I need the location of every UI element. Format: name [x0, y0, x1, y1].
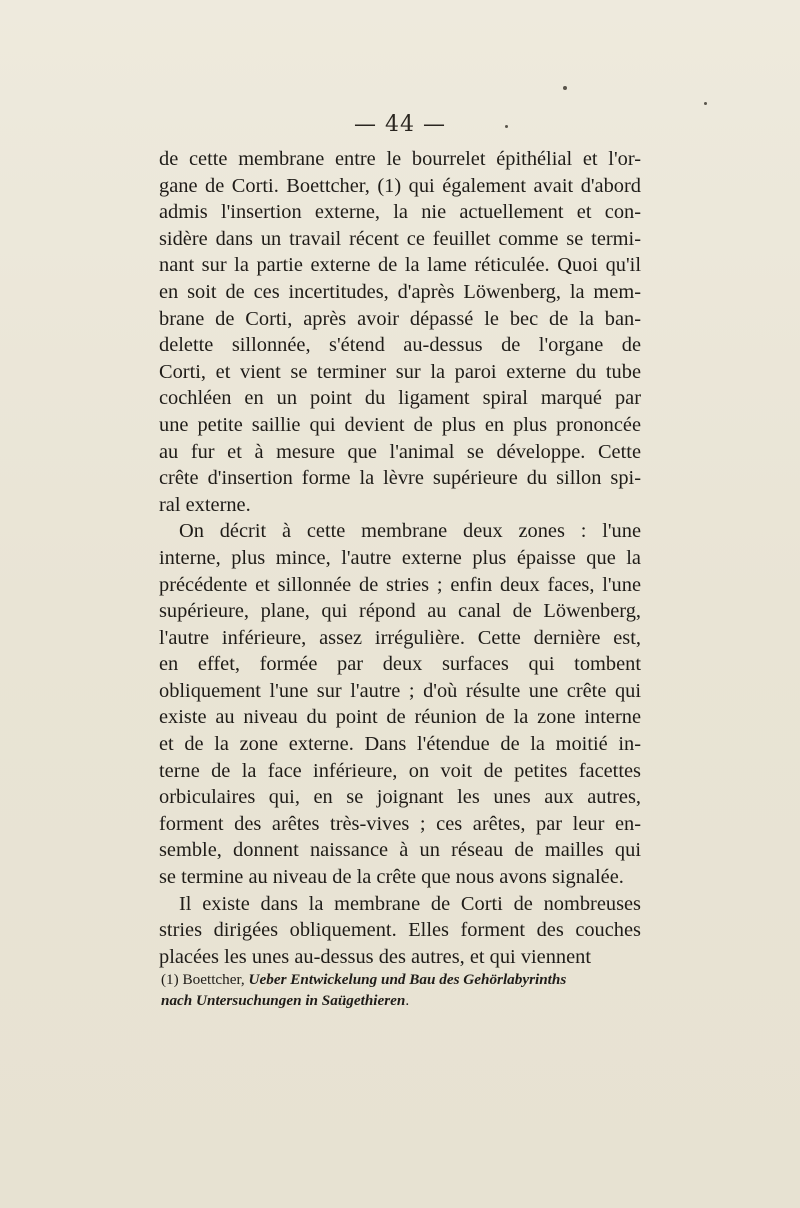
- text-line: une petite saillie qui devient de plus en plus prononcée: [159, 413, 641, 436]
- text-line: gane de Corti. Boettcher, (1) qui également avait d'abord: [159, 174, 641, 197]
- text-line: brane de Corti, après avoir dépassé le bec de la ban-: [159, 307, 641, 330]
- text-line: forment des arêtes très-vives ; ces arêtes, par leur en-: [159, 812, 641, 835]
- ink-speck: [563, 86, 567, 90]
- text-line: On décrit à cette membrane deux zones : l'une: [179, 520, 641, 543]
- text-line: Corti, et vient se terminer sur la paroi externe du tube: [159, 360, 641, 383]
- text-line: admis l'insertion externe, la nie actuellement et con-: [159, 201, 641, 224]
- text-line: au fur et à mesure que l'animal se développe. Cette: [159, 440, 641, 463]
- text-line: stries dirigées obliquement. Elles forment des couches: [159, 919, 641, 942]
- footnote: [161, 970, 643, 1011]
- text-line: orbiculaires qui, en se joignant les unes aux autres,: [159, 786, 641, 809]
- text-line: placées les unes au-dessus des autres, et qui viennent: [159, 945, 592, 968]
- text-line: terne de la face inférieure, on voit de petites facettes: [159, 759, 641, 782]
- text-line: nant sur la partie externe de la lame réticulée. Quoi qu'il: [159, 254, 641, 277]
- text-line: se termine au niveau de la crête que nous avons signalée.: [159, 866, 624, 889]
- text-line: précédente et sillonnée de stries ; enfin deux faces, l'une: [159, 573, 641, 596]
- text-line: delette sillonnée, s'étend au-dessus de l'organe de: [159, 334, 641, 357]
- text-line: crête d'insertion forme la lèvre supérieure du sillon spi-: [159, 467, 641, 490]
- text-line: cochléen en un point du ligament spiral marqué par: [159, 387, 641, 410]
- text-line: Il existe dans la membrane de Corti de nombreuses: [179, 892, 641, 915]
- page-number: — 44 —: [354, 112, 446, 137]
- text-line: interne, plus mince, l'autre externe plus épaisse que la: [159, 546, 641, 569]
- text-line: en soit de ces incertitudes, d'après Löwenberg, la mem-: [159, 280, 641, 303]
- footnote-title-continued: nach Untersuchungen in Saügethieren: [161, 991, 406, 1009]
- footnote-marker: (1) Boettcher,: [161, 971, 249, 988]
- ink-speck: [704, 102, 707, 105]
- text-line: obliquement l'une sur l'autre ; d'où résulte une crête qui: [159, 679, 641, 702]
- footnote-line: [161, 991, 643, 1012]
- footnote-title: Ueber Entwickelung und Bau des Gehörlabyrinths: [248, 971, 567, 988]
- text-line: de cette membrane entre le bourrelet épithélial et l'or-: [159, 148, 641, 170]
- text-line: et de la zone externe. Dans l'étendue de la moitié in-: [159, 733, 641, 756]
- text-line: ral externe.: [159, 493, 251, 516]
- text-line: supérieure, plane, qui répond au canal de Löwenberg,: [159, 600, 641, 623]
- body-text: [159, 146, 641, 970]
- text-line: sidère dans un travail récent ce feuillet comme se termi-: [159, 227, 641, 250]
- footnote-line: [161, 970, 643, 991]
- text-line: l'autre inférieure, assez irrégulière. Cette dernière est,: [159, 626, 641, 649]
- text-line: en effet, formée par deux surfaces qui tombent: [159, 653, 641, 676]
- text-line: semble, donnent naissance à un réseau de mailles qui: [159, 839, 641, 862]
- text-line: existe au niveau du point de réunion de la zone interne: [159, 706, 641, 729]
- footnote-end: .: [405, 991, 410, 1009]
